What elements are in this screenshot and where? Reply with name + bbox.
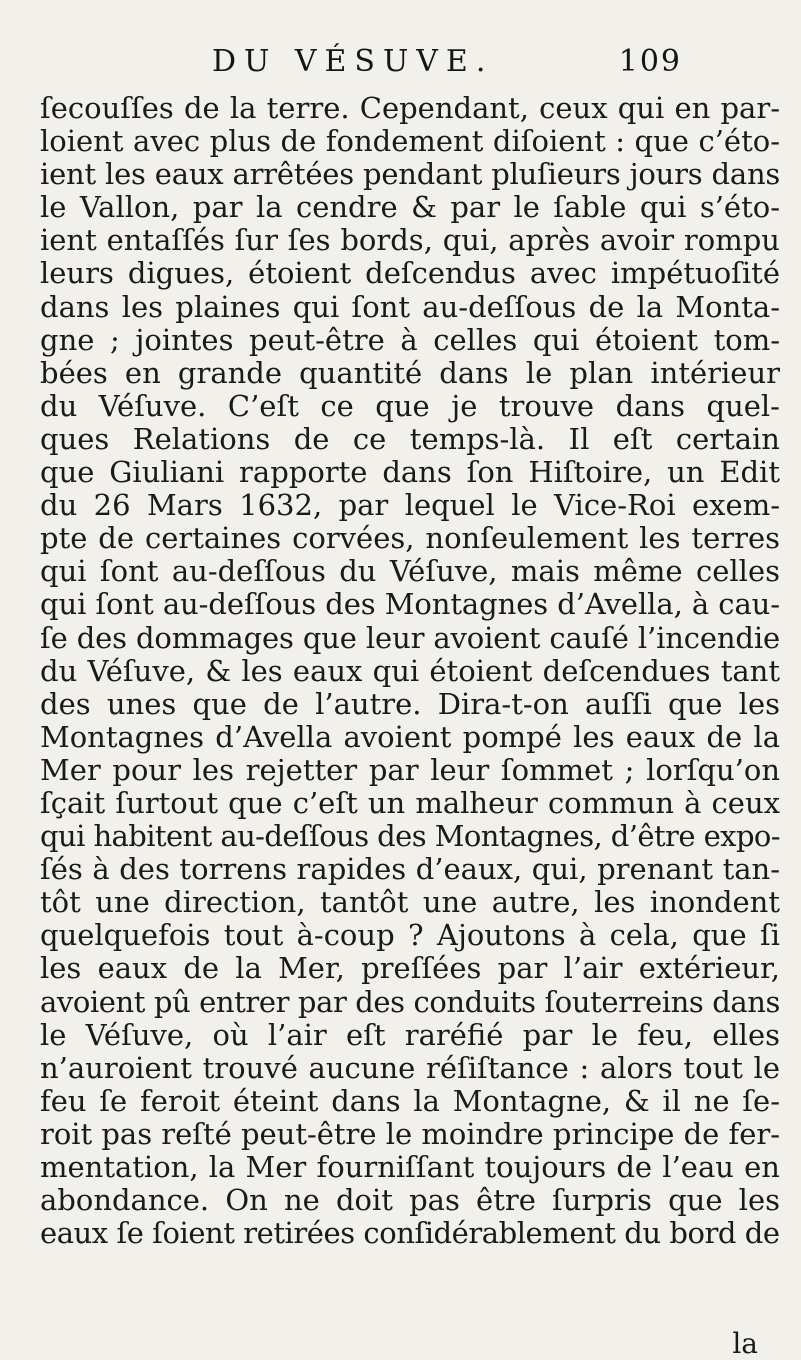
text-line: Mer pour les rejetter par leur ſommet ; lorſqu’on [40, 752, 780, 787]
text-line: roit pas reſté peut-être le moindre principe de fer- [40, 1116, 780, 1151]
catchword: la [732, 1327, 758, 1360]
text-line: qui ſont au-deſſous du Véſuve, mais même celles [40, 554, 780, 589]
page-header [212, 44, 682, 88]
text-line: mentation, la Mer fourniſſant toujours de l’eau en [40, 1150, 780, 1184]
text-line: qui habitent au-deſſous des Montagnes, d’être expo- [40, 819, 780, 854]
text-line: ſés à des torrens rapides d’eaux, qui, prenant tan- [40, 852, 780, 887]
text-line: bées en grande quantité dans le plan intérieur [40, 355, 780, 390]
text-line: le Véſuve, où l’air eſt raréfié par le feu, elles [40, 1017, 780, 1052]
text-line: ſçait ſurtout que c’eſt un malheur commun à ceux [40, 785, 780, 820]
text-line: ient les eaux arrêtées pendant pluſieurs jours dans [40, 157, 781, 192]
text-line: pte de certaines corvées, nonſeulement les terres [40, 521, 780, 556]
text-line: tôt une direction, tantôt une autre, les inondent [40, 885, 780, 920]
text-line: ques Relations de ce temps-là. Il eſt certain [40, 421, 780, 456]
text-line: du 26 Mars 1632, par lequel le Vice-Roi exem- [40, 488, 780, 523]
text-line: loient avec plus de fondement diſoient : que c’éto- [40, 124, 780, 159]
text-line: gne ; jointes peut-être à celles qui étoient tom- [40, 322, 780, 357]
text-line: feu ſe feroit éteint dans la Montagne, & il ne ſe- [40, 1083, 780, 1118]
text-line: qui ſont au-deſſous des Montagnes d’Avella, à cau- [40, 587, 780, 622]
text-line: eaux ſe ſoient retirées conſidérablement du bord de [40, 1216, 780, 1251]
text-line: le Vallon, par la cendre & par le ſable qui s’éto- [40, 190, 780, 225]
text-line: du Véſuve. C’eſt ce que je trouve dans quel- [40, 388, 780, 423]
text-line: abondance. On ne doit pas être ſurpris que les [40, 1183, 780, 1218]
body-text [40, 92, 780, 1250]
text-line: avoient pû entrer par des conduits ſouterreins dans [40, 984, 780, 1019]
page-number: 109 [618, 44, 682, 79]
running-title: DU VÉSUVE. [212, 44, 494, 79]
text-line: du Véſuve, & les eaux qui étoient deſcendues tant [40, 653, 780, 688]
text-line: ſecouſſes de la terre. Cependant, ceux qui en par- [40, 91, 780, 125]
text-line: dans les plaines qui ſont au-deſſous de la Monta- [40, 289, 780, 324]
text-line: que Giuliani rapporte dans ſon Hiſtoire, un Edit [40, 455, 780, 490]
text-line: ient entaſſés ſur ſes bords, qui, après avoir rompu [40, 223, 780, 258]
text-line: ſe des dommages que leur avoient cauſé l’incendie [40, 620, 780, 655]
text-line: quelquefois tout à-coup ? Ajoutons à cela, que ſi [40, 918, 780, 953]
text-line: leurs digues, étoient deſcendus avec impétuoſité [40, 256, 780, 291]
text-line: n’auroient trouvé aucune réſiſtance : alors tout le [40, 1050, 780, 1085]
text-line: les eaux de la Mer, preſſées par l’air extérieur, [40, 951, 780, 986]
text-line: des unes que de l’autre. Dira-t-on auſſi que les [40, 686, 780, 721]
text-line: Montagnes d’Avella avoient pompé les eaux de la [40, 719, 780, 754]
